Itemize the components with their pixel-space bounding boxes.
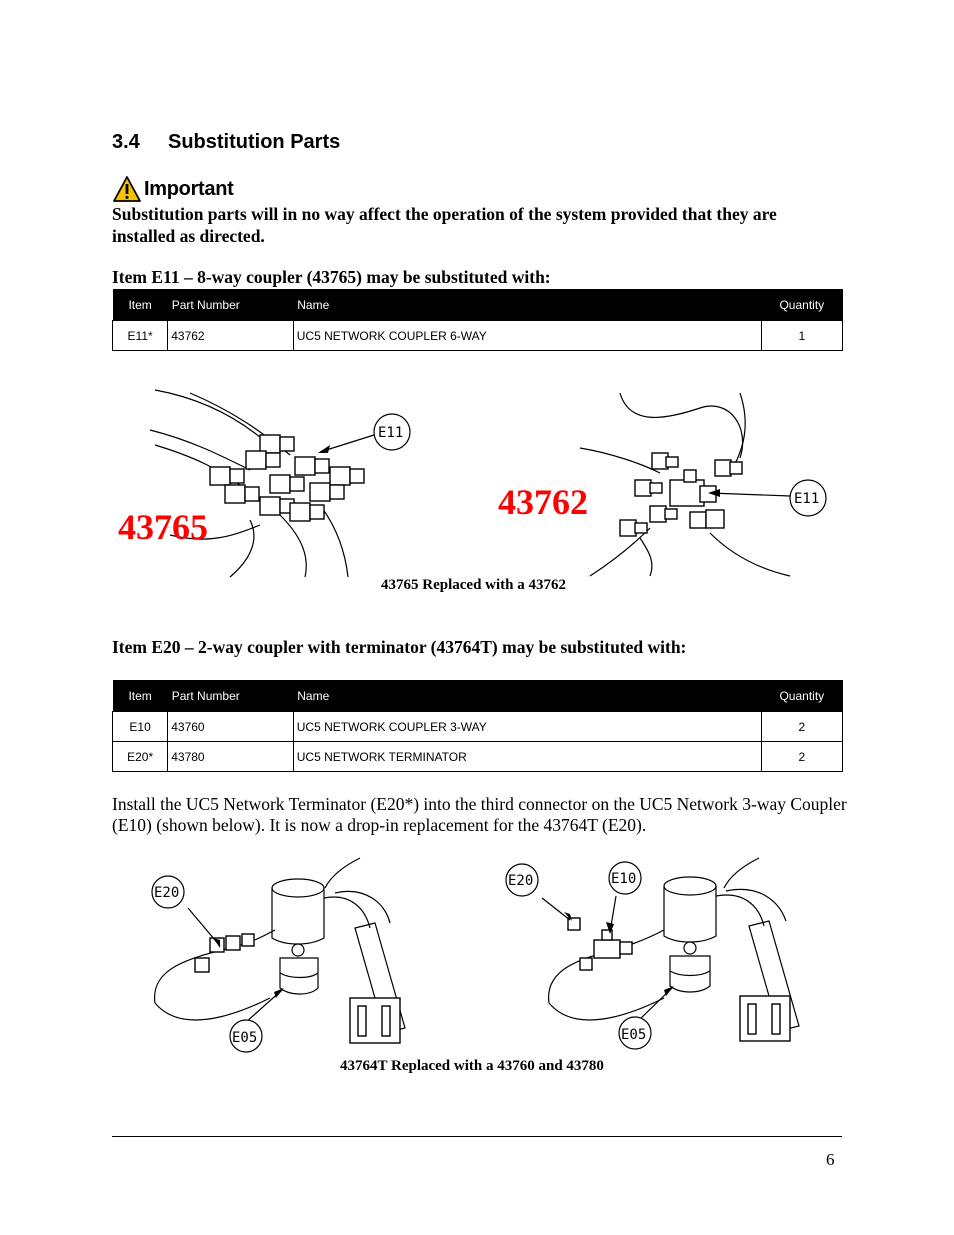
install-instructions: Install the UC5 Network Terminator (E20*) into the third connector on the UC5 Network 3-way Coupler (E10) (shown below). It is now a drop-in replacement for the 43764T (E20). <box>112 794 847 835</box>
header-part-number: Part Number <box>168 680 294 712</box>
callout-e05-right: E05 <box>621 1027 647 1043</box>
coupler-43762-drawing <box>580 388 830 578</box>
section-title-text: Substitution Parts <box>168 131 341 153</box>
header-name: Name <box>293 289 761 321</box>
cell-quantity: 1 <box>761 321 842 351</box>
coupler-43765-drawing <box>150 385 410 580</box>
important-text: Substitution parts will in no way affect the operation of the system provided that they are installed as directed. <box>112 204 777 246</box>
part-number-43765: 43765 <box>118 507 208 547</box>
cell-quantity: 2 <box>761 712 842 742</box>
cell-item: E10 <box>113 712 168 742</box>
cell-item: E11* <box>113 321 168 351</box>
header-item: Item <box>113 289 168 321</box>
e20-figure-caption: 43764T Replaced with a 43760 and 43780 <box>340 1058 604 1074</box>
cell-name: UC5 NETWORK TERMINATOR <box>293 742 761 772</box>
page-number: 6 <box>826 1150 835 1169</box>
header-name: Name <box>293 680 761 712</box>
footer-divider <box>112 1136 842 1137</box>
cell-part-number: 43780 <box>168 742 294 772</box>
callout-e11-left: E11 <box>378 425 404 441</box>
table-header-row <box>113 680 843 712</box>
callout-e11-right: E11 <box>794 491 820 507</box>
cell-part-number: 43760 <box>168 712 294 742</box>
callout-e05-left: E05 <box>232 1030 258 1046</box>
table-header-row <box>113 289 843 321</box>
terminator-replacement-drawing <box>504 858 814 1058</box>
e20-parts-table <box>112 680 843 772</box>
e20-heading: Item E20 – 2-way coupler with terminator (43764T) may be substituted with: <box>112 637 687 657</box>
header-quantity: Quantity <box>761 289 842 321</box>
part-number-43762: 43762 <box>498 482 588 522</box>
terminator-original-drawing <box>150 858 440 1058</box>
cell-item: E20* <box>113 742 168 772</box>
section-number: 3.4 <box>112 131 140 153</box>
section-title <box>112 131 340 154</box>
e11-parts-table <box>112 289 843 351</box>
table-row <box>113 712 843 742</box>
table-row <box>113 321 843 351</box>
callout-e20-right: E20 <box>508 873 534 889</box>
cell-name: UC5 NETWORK COUPLER 3-WAY <box>293 712 761 742</box>
table-row <box>113 742 843 772</box>
important-label: Important <box>144 177 234 200</box>
header-quantity: Quantity <box>761 680 842 712</box>
e11-heading: Item E11 – 8-way coupler (43765) may be substituted with: <box>112 267 551 287</box>
important-notice <box>112 174 234 204</box>
cell-name: UC5 NETWORK COUPLER 6-WAY <box>293 321 761 351</box>
warning-icon <box>112 175 142 203</box>
header-part-number: Part Number <box>168 289 294 321</box>
callout-e20-left: E20 <box>154 885 180 901</box>
callout-e10-right: E10 <box>611 871 637 887</box>
cell-quantity: 2 <box>761 742 842 772</box>
header-item: Item <box>113 680 168 712</box>
cell-part-number: 43762 <box>168 321 294 351</box>
e11-figure-caption: 43765 Replaced with a 43762 <box>381 577 566 593</box>
